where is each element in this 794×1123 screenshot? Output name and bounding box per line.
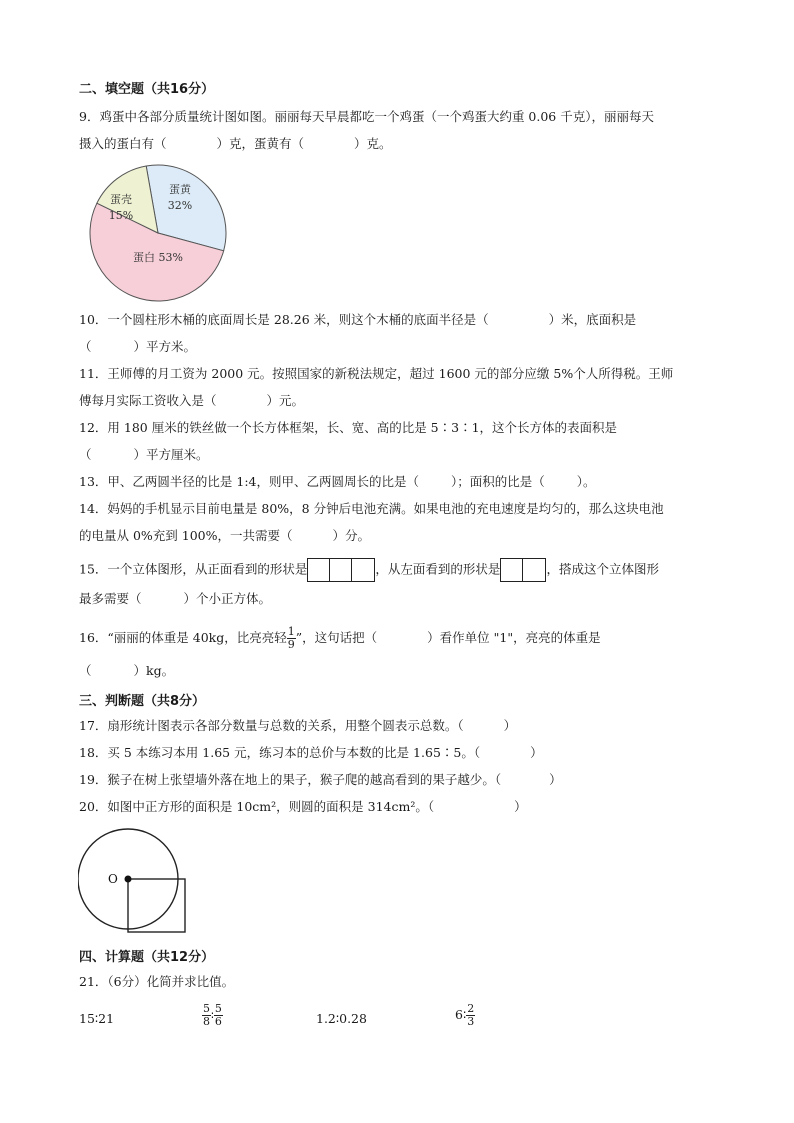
pie-name-1: 蛋黄 (169, 183, 191, 196)
question-13: 13．甲、乙两圆半径的比是 1:4，则甲、乙两圆周长的比是（ ）；面积的比是（ ）。 (79, 474, 596, 489)
question-16-line-2: （ ）kg。 (79, 663, 175, 678)
question-11-line-2: 傅每月实际工资收入是（ ）元。 (79, 393, 305, 408)
pie-label-2: 蛋白 53% (133, 251, 183, 264)
section-title-calculation: 四、计算题（共12分） (79, 950, 215, 965)
center-label: O (108, 872, 118, 886)
front-view-shape (307, 558, 375, 582)
question-10-line-2: （ ）平方米。 (79, 339, 197, 354)
question-15-line-1: 15．一个立体图形，从正面看到的形状是 ，从左面看到的形状是 ，搭成这个立体图形 (79, 558, 659, 582)
center-point (125, 876, 132, 883)
pie-name-3: 蛋壳 (110, 193, 132, 206)
question-18: 18．买 5 本练习本用 1.65 元，练习本的总价与本数的比是 1.65∶5。（ ） (79, 745, 543, 760)
question-9-line-2: 摄入的蛋白有（ ）克，蛋黄有（ ）克。 (79, 136, 392, 151)
question-10-line-1: 10．一个圆柱形木桶的底面周长是 28.26 米，则这个木桶的底面半径是（ ）米，底面积是 (79, 312, 637, 327)
question-21-title: 21．（6分）化简并求比值。 (79, 974, 235, 989)
section-title-true-false: 三、判断题（共8分） (79, 694, 206, 709)
question-20: 20．如图中正方形的面积是 10cm²，则圆的面积是 314cm²。（ ） (79, 799, 527, 814)
left-view-shape (500, 558, 546, 582)
question-14-line-2: 的电量从 0%充到 100%，一共需要（ ）分。 (79, 528, 371, 543)
question-12-line-1: 12．用 180 厘米的铁丝做一个长方体框架，长、宽、高的比是 5∶3∶1，这个长方体的表面积是 (79, 420, 618, 435)
question-9-line-1: 9．鸡蛋中各部分质量统计图如图。丽丽每天早晨都吃一个鸡蛋（一个鸡蛋大约重 0.06 千克），丽丽每天 (79, 109, 654, 124)
expression-3: 1.2∶0.28 (316, 1011, 367, 1026)
section-title-fill-in: 二、填空题（共16分） (79, 82, 215, 97)
question-16-line-1: 16．“丽丽的体重是 40kg，比亮亮轻 $\frac{1}{9}$ ”，这句话把（ ）看作单位 "1"，亮亮的体重是 (79, 625, 601, 651)
question-12-line-2: （ ）平方厘米。 (79, 447, 209, 462)
question-15-line-2: 最多需要（ ）个小正方体。 (79, 591, 272, 606)
expression-4: 6∶ $\frac{2}{3}$ (455, 1002, 475, 1028)
pie-label-3: 15% (108, 209, 134, 222)
question-11-line-1: 11．王师傅的月工资为 2000 元。按照国家的新税法规定，超过 1600 元的部分应缴 5%个人所得税。王师 (79, 366, 674, 381)
question-14-line-1: 14．妈妈的手机显示目前电量是 80%，8 分钟后电池充满。如果电池的充电速度是均匀的，那么这块电池 (79, 501, 664, 516)
question-17: 17．扇形统计图表示各部分数量与总数的关系，用整个圆表示总数。（ ） (79, 718, 517, 733)
circle-with-square-figure (78, 826, 190, 938)
expression-2: $\frac{5}{8}$ ∶ $\frac{5}{6}$ (203, 1002, 222, 1028)
pie-label-1: 32% (167, 199, 193, 212)
square (128, 879, 185, 932)
expression-1: 15∶21 (79, 1011, 115, 1026)
question-19: 19．猴子在树上张望墙外落在地上的果子，猴子爬的越高看到的果子越少。（ ） (79, 772, 562, 787)
fraction-one-ninth: $\frac{1}{9}$ (287, 625, 295, 651)
egg-composition-pie-chart (88, 163, 228, 303)
